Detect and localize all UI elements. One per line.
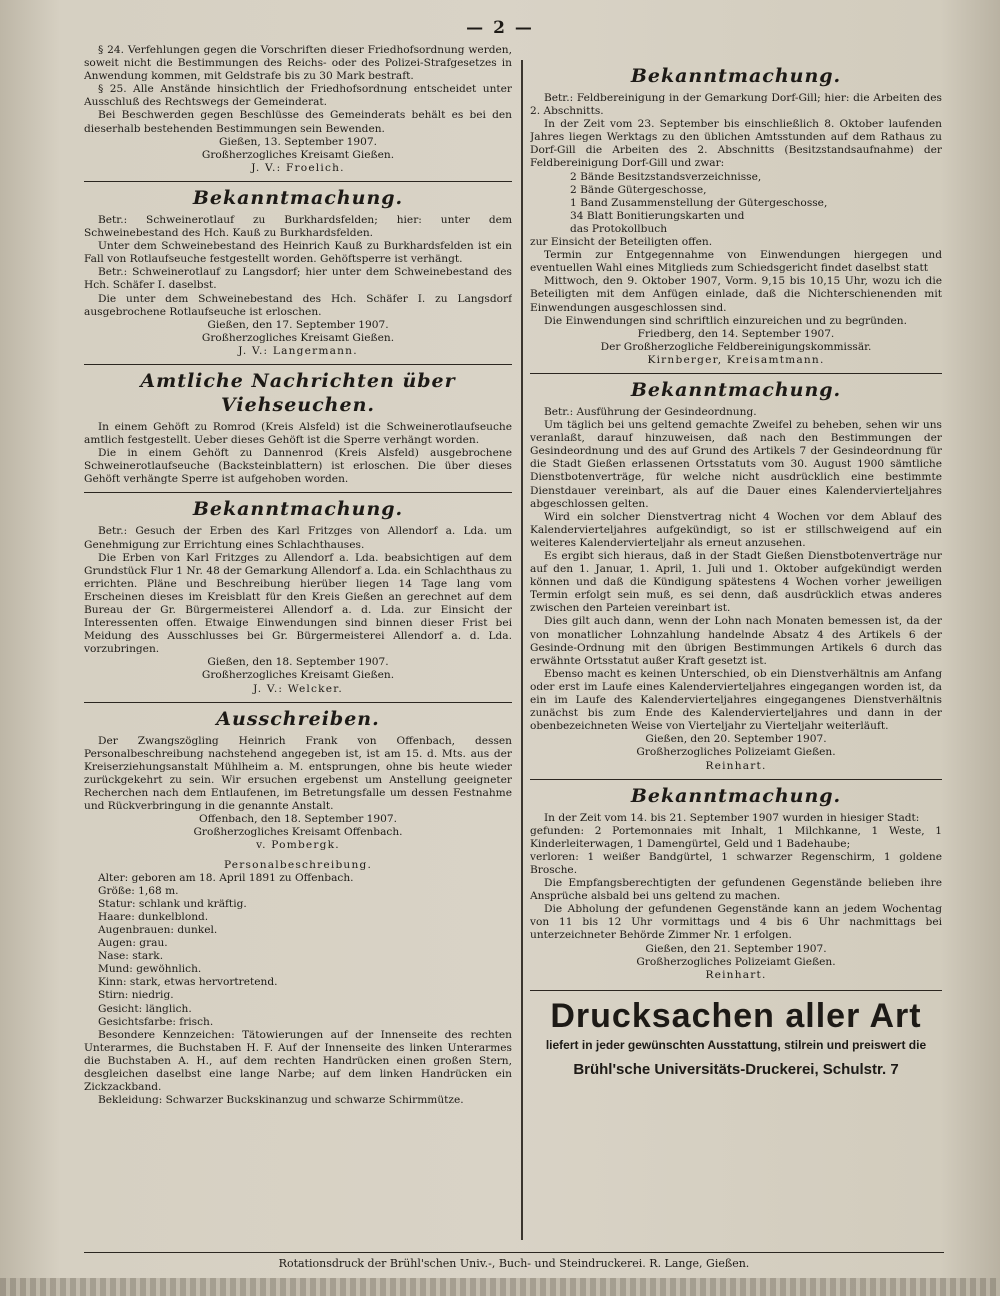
office-line: Großherzogliches Kreisamt Gießen. (201, 148, 395, 161)
right-column (530, 60, 942, 1240)
description-item: Gesichtsfarbe: frisch. (98, 1015, 214, 1028)
paragraph: zur Einsicht der Beteiligten offen. (530, 236, 713, 249)
office-line: Großherzogliches Kreisamt Gießen. (201, 331, 395, 344)
betr-line: Betr.: Ausführung der Gesindeordnung. (544, 405, 757, 418)
description-item: Größe: 1,68 m. (98, 884, 179, 897)
imprint-footer: Rotationsdruck der Brühl'schen Univ.-, Buch- und Steindruckerei. R. Lange, Gießen. (84, 1252, 944, 1270)
date-line: Gießen, den 21. September 1907. (645, 942, 827, 955)
ad-title: Drucksachen aller Art (550, 996, 922, 1035)
date-line: Gießen, den 17. September 1907. (207, 318, 389, 331)
paragraph: Die unter dem Schweinebestand des Hch. Schäfer I. zu Langsdorf ausgebrochene Rotlaufseuche ist erloschen. (84, 292, 512, 318)
list-item: 34 Blatt Bonitierungskarten und (570, 209, 745, 222)
list-item: 1 Band Zusammenstellung der Gütergeschosse, (570, 196, 828, 209)
found-items: gefunden: 2 Portemonnaies mit Inhalt, 1 Milchkanne, 1 Weste, 1 Kinderleiterwagen, 1 Damengürtel, Geld und 1 Badehaube; (530, 824, 942, 850)
section-rule (84, 702, 512, 703)
paragraph: Um täglich bei uns geltend gemachte Zweifel zu beheben, sehen wir uns veranlaßt, darauf hinzuweisen, daß nach den Bestimmungen der Gesindeordnung und des auf Grund des Artikels 7 der Gesindeordnung für die Stadt Gießen erlassenen Ortsstatuts vom 30. August 1900 sämtliche Dienstbotenverträge, für welche nicht ausdrücklich eine bestimmte Dienstdauer vereinbart, als auf die Dauer eines Kalendervierteljahres abgeschlossen gelten. (530, 419, 942, 510)
section-rule (530, 373, 942, 374)
ad-printer: Brühl'sche Universitäts-Druckerei, Schulstr. 7 (573, 1060, 899, 1078)
paragraph: Dies gilt auch dann, wenn der Lohn nach Monaten bemessen ist, da der von monatlicher Lohnzahlung handelnde Absatz 4 des Artikels 6 der Gesinde-Ordnung mit den übrigen Bestimmungen Artikels 6 durch das erwähnte Ortsstatut außer Kraft gesetzt ist. (530, 615, 942, 667)
clothing: Bekleidung: Schwarzer Buckskinanzug und schwarze Schirmmütze. (98, 1094, 464, 1107)
section-heading: Bekanntmachung. (192, 498, 404, 521)
paragraph: Ebenso macht es keinen Unterschied, ob ein Dienstverhältnis am Anfang oder erst im Laufe eines Kalendervierteljahres eingegangen worden ist, da ein im Laufe des Kalendervierteljahres eingegangenes Dienstverhältnis zunächst bis zum Ende des Kalendervierteljahres und dann in der obenbezeichneten Weise von Vierteljahr zu Vierteljahr weiterläuft. (530, 667, 942, 733)
section-rule (530, 779, 942, 780)
office-line: Großherzogliches Polizeiamt Gießen. (636, 746, 836, 759)
description-list (98, 872, 512, 1029)
paragraph: Die in einem Gehöft zu Dannenrod (Kreis Alsfeld) ausgebrochene Schweinerotlaufseuche (Backsteinblattern) ist erloschen. Die über dieses Gehöft verhängte Sperre ist aufgehoben worden. (84, 447, 512, 486)
paragraph: Die Einwendungen sind schriftlich einzureichen und zu begründen. (544, 314, 907, 327)
list-item: 2 Bände Gütergeschosse, (570, 183, 707, 196)
office-line: Großherzogliches Kreisamt Gießen. (201, 669, 395, 682)
paragraph: In einem Gehöft zu Romrod (Kreis Alsfeld) ist die Schweinerotlaufseuche amtlich festgestellt. Ueber dieses Gehöft ist die Sperre verhängt worden. (84, 420, 512, 447)
lost-items: verloren: 1 weißer Bandgürtel, 1 schwarzer Regenschirm, 1 goldene Brosche. (530, 850, 942, 876)
list-item: das Protokollbuch (570, 222, 668, 235)
office-line: Der Großherzogliche Feldbereinigungskommissär. (600, 340, 872, 353)
advertisement (530, 990, 942, 1083)
signature: Reinhart. (705, 759, 767, 772)
paragraph: Es ergibt sich hieraus, daß in der Stadt Gießen Dienstbotenverträge nur auf den 1. Januar, 1. April, 1. Juli und 1. Oktober aufgekündigt werden können und daß die Kündigung spätestens 4 Wochen vorher jeweiligen Termin erfolgt sein muß, es sei denn, daß ausdrücklich etwas anderes zwischen den Parteien vereinbart ist. (530, 550, 942, 615)
betr-line: Betr.: Feldbereinigung in der Gemarkung Dorf-Gill; hier: die Arbeiten des 2. Abschnitts. (530, 92, 942, 118)
description-item: Mund: gewöhnlich. (98, 963, 202, 976)
description-item: Stirn: niedrig. (98, 989, 174, 1002)
column-divider (521, 60, 523, 1240)
description-item: Kinn: stark, etwas hervortretend. (98, 976, 278, 989)
date-line: Gießen, 13. September 1907. (219, 135, 377, 148)
paragraph: Mittwoch, den 9. Oktober 1907, Vorm. 9,15 bis 10,15 Uhr, wozu ich die Beteiligten mit dem Anfügen einlade, daß die Nichterschienenden mit Einwendungen ausgeschlossen sind. (530, 275, 942, 314)
next-page-edge (0, 1278, 1000, 1296)
section-heading: Bekanntmachung. (630, 378, 842, 401)
description-item: Haare: dunkelblond. (98, 910, 209, 923)
section-heading: Bekanntmachung. (192, 186, 404, 209)
signature: J. V.: Welcker. (253, 682, 343, 695)
paragraph-24: § 24. Verfehlungen gegen die Vorschriften dieser Friedhofsordnung werden, soweit nicht die Bestimmungen des Reichs- oder des Polizei-Strafgesetzes in Anwendung kommen, mit Geldstrafe bis zu 30 Mark bestraft. (84, 44, 512, 83)
paragraph-25: § 25. Alle Anstände hinsichtlich der Friedhofsordnung entscheidet unter Ausschluß des Rechtswegs der Gemeinderat. (84, 83, 512, 109)
signature: Reinhart. (705, 968, 767, 981)
date-line: Gießen, den 18. September 1907. (207, 656, 389, 669)
signature: J. V.: Langermann. (238, 344, 358, 357)
special-marks: Besondere Kennzeichen: Tätowierungen auf der Innenseite des rechten Unterarmes, die Buchstaben H. F. Auf der Innenseite des linken Unterarmes die Buchstaben A. H., auf dem rechten Handrücken einen großen Stern, desgleichen daselbst eine lange Narbe; auf dem linken Handrücken ein Zickzackband. (84, 1028, 512, 1094)
ad-text: liefert in jeder gewünschten Ausstattung, stilrein und preiswert die (545, 1037, 927, 1052)
section-rule (84, 364, 512, 365)
paragraph: Die Erben von Karl Fritzges zu Allendorf a. Lda. beabsichtigen auf dem Grundstück Flur 1 Nr. 48 der Gemarkung Allendorf a. Lda. ein Schlachthaus zu errichten. Pläne und Beschreibung hierüber liegen 14 Tage lang vom Erscheinen dieses im Kreisblatt für den Kreis Gießen an gerechnet auf dem Bureau der Gr. Bürgermeisterei Allendorf a. d. Lda. zur Einsicht der Interessenten offen. Etwaige Einwendungen sind binnen dieser Frist bei Meidung des Ausschlusses bei Gr. Bürgermeisterei Allendorf a. d. Lda. vorzubringen. (84, 551, 512, 656)
left-column (84, 44, 512, 1240)
paragraph: In der Zeit vom 14. bis 21. September 1907 wurden in hiesiger Stadt: (544, 811, 920, 824)
description-item: Augen: grau. (98, 937, 168, 950)
paragraph: Unter dem Schweinebestand des Heinrich Kauß zu Burkhardsfelden ist ein Fall von Rotlaufseuche festgestellt worden. Gehöftsperre ist verhängt. (84, 240, 512, 266)
date-line: Friedberg, den 14. September 1907. (637, 327, 835, 340)
office-line: Großherzogliches Polizeiamt Gießen. (636, 955, 836, 968)
description-item: Gesicht: länglich. (98, 1002, 192, 1015)
paragraph: Der Zwangszögling Heinrich Frank von Offenbach, dessen Personalbeschreibung nachstehend angegeben ist, ist am 15. d. Mts. aus der Kreiserziehungsanstalt Mühlheim a. M. entsprungen, ohne bis heute wieder zurückgekehrt zu sein. Wir ersuchen ergebenst um Anstellung geeigneter Recherchen nach dem Entlaufenen, im Betretungsfalle um dessen Festnahme und Rückverbringung in die genannte Anstalt. (84, 734, 512, 813)
signature: v. Pombergk. (256, 839, 340, 852)
description-item: Nase: stark. (98, 950, 164, 963)
list-item: 2 Bände Besitzstandsverzeichnisse, (570, 170, 762, 183)
betr-line: Betr.: Schweinerotlauf zu Langsdorf; hier unter dem Schweinebestand des Hch. Schäfer I. daselbst. (84, 266, 512, 292)
signature: Kirnberger, Kreisamtmann. (647, 353, 825, 366)
document-list (570, 171, 942, 236)
section-heading: Amtliche Nachrichten über Viehseuchen. (140, 369, 456, 416)
office-line: Großherzogliches Kreisamt Offenbach. (193, 826, 403, 839)
paragraph: Die Empfangsberechtigten der gefundenen Gegenstände belieben ihre Ansprüche alsbald bei uns geltend zu machen. (530, 877, 942, 903)
section-rule (84, 181, 512, 182)
section-heading: Bekanntmachung. (630, 784, 842, 807)
description-item: Alter: geboren am 18. April 1891 zu Offenbach. (98, 871, 354, 884)
description-item: Augenbrauen: dunkel. (98, 923, 218, 936)
section-heading: Ausschreiben. (216, 707, 380, 730)
signature: J. V.: Froelich. (251, 161, 345, 174)
paragraph: Termin zur Entgegennahme von Einwendungen hiergegen und eventuellen Wahl eines Mitglieds zum Schiedsgericht findet daselbst statt (530, 249, 942, 275)
paragraph: Die Abholung der gefundenen Gegenstände kann an jedem Wochentag von 11 bis 12 Uhr vormittags und 4 bis 6 Uhr nachmittags bei unterzeichneter Behörde Zimmer Nr. 1 erfolgen. (530, 903, 942, 942)
date-line: Offenbach, den 18. September 1907. (198, 813, 398, 826)
section-rule (84, 492, 512, 493)
page-number: — 2 — (466, 18, 534, 38)
section-heading: Bekanntmachung. (630, 65, 842, 87)
betr-line: Betr.: Schweinerotlauf zu Burkhardsfelden; hier: unter dem Schweinebestand des Hch. Kauß zu Burkhardsfelden. (84, 213, 512, 240)
description-title: Personalbeschreibung. (223, 858, 373, 871)
paragraph: In der Zeit vom 23. September bis einschließlich 8. Oktober laufenden Jahres liegen Werktags zu den üblichen Amtsstunden auf dem Rathaus zu Dorf-Gill die Arbeiten des 2. Abschnitts (Besitzstandsaufnahme) der Feldbereinigung Dorf-Gill und zwar: (530, 118, 942, 170)
paragraph: Wird ein solcher Dienstvertrag nicht 4 Wochen vor dem Ablauf des Kalendervierteljahres aufgekündigt, so ist er stillschweigend auf ein weiteres Kalendervierteljahr als erneut anzusehen. (530, 510, 942, 549)
paragraph-25b: Bei Beschwerden gegen Beschlüsse des Gemeinderats behält es bei den dieserhalb bestehenden Bestimmungen sein Bewenden. (84, 109, 512, 135)
date-line: Gießen, den 20. September 1907. (645, 733, 827, 746)
description-item: Statur: schlank und kräftig. (98, 897, 247, 910)
betr-line: Betr.: Gesuch der Erben des Karl Fritzges von Allendorf a. Lda. um Genehmigung zur Errichtung eines Schlachthauses. (84, 525, 512, 551)
